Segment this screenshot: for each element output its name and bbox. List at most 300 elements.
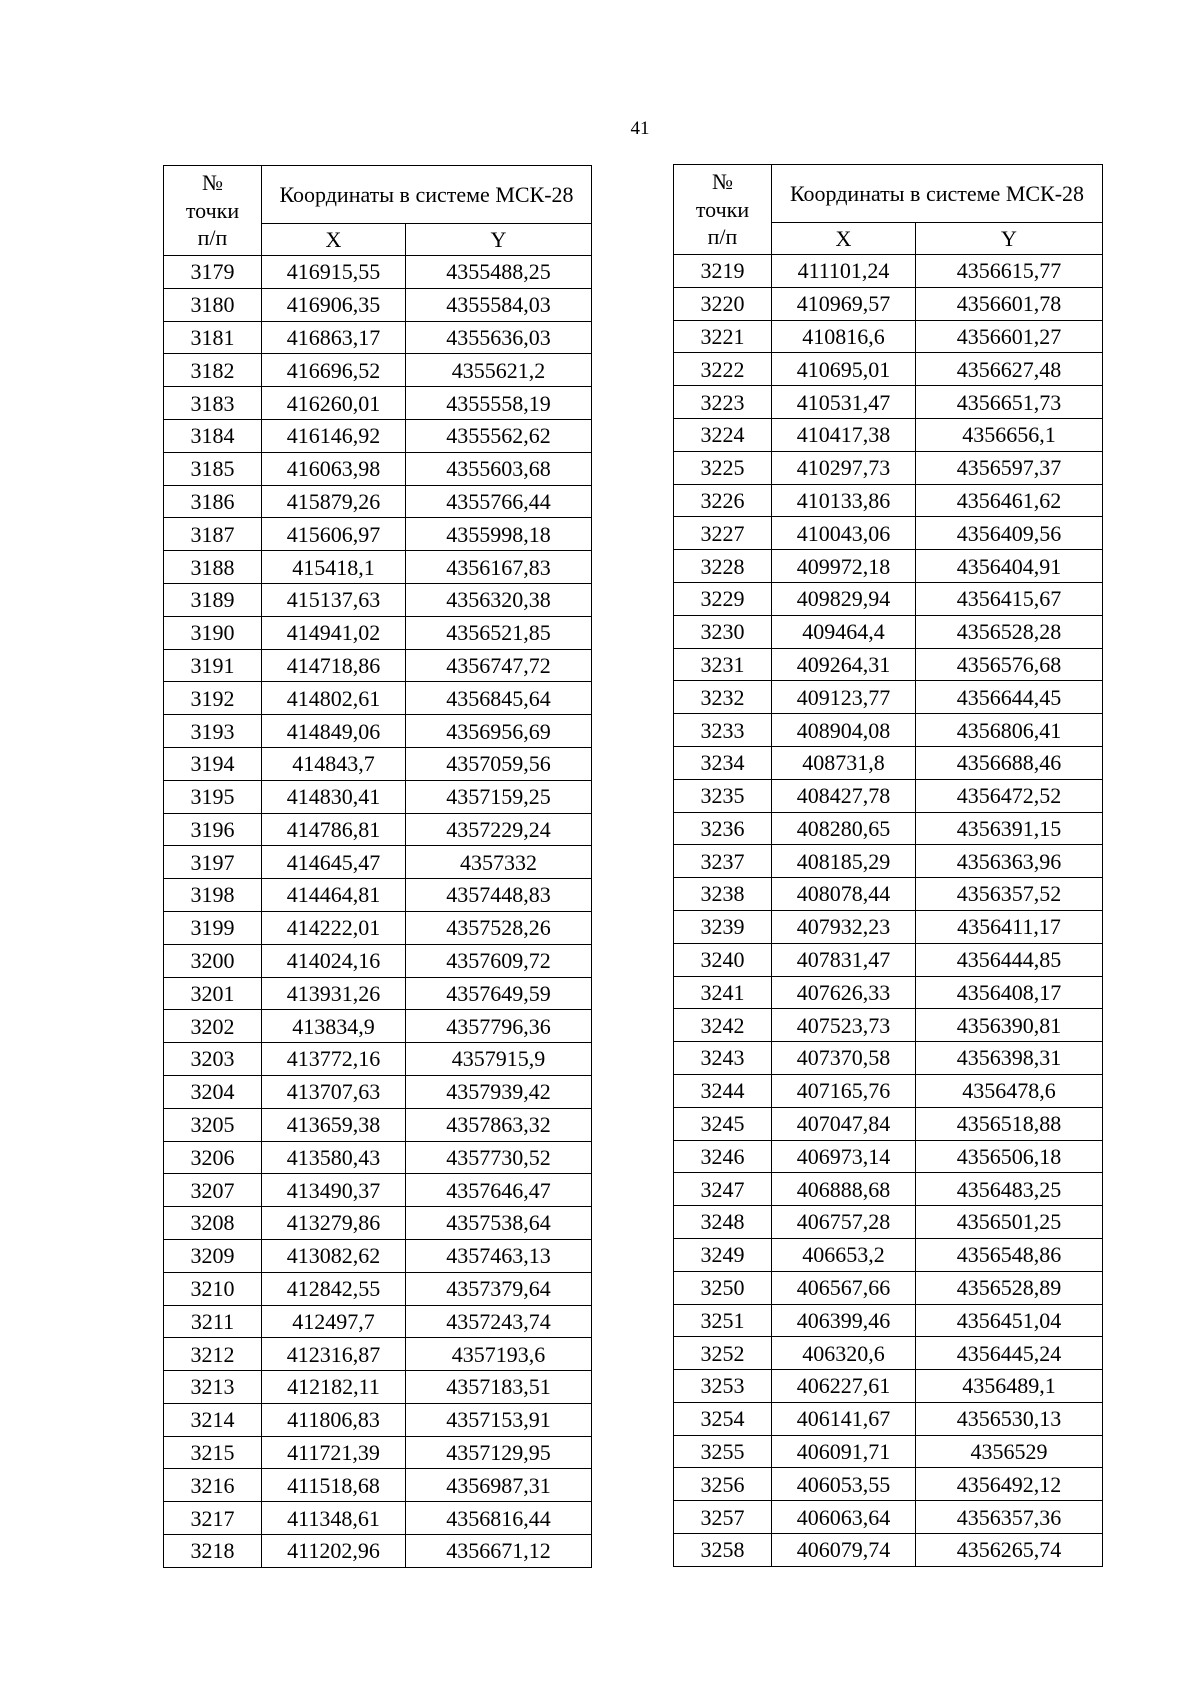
y-coordinate-cell: 4356956,69	[406, 715, 592, 748]
table-row	[674, 1304, 1103, 1337]
table-row	[164, 1305, 592, 1338]
point-number-cell: 3179	[164, 256, 262, 289]
y-coordinate-cell: 4356816,44	[406, 1502, 592, 1535]
y-coordinate-cell: 4356747,72	[406, 649, 592, 682]
table-row	[164, 518, 592, 551]
y-coordinate-cell: 4356415,67	[916, 582, 1103, 615]
point-number-cell: 3201	[164, 977, 262, 1010]
x-coordinate-cell: 413580,43	[262, 1141, 406, 1174]
x-coordinate-cell: 414941,02	[262, 616, 406, 649]
x-coordinate-cell: 407047,84	[772, 1107, 916, 1140]
table-row	[674, 582, 1103, 615]
point-number-cell: 3186	[164, 485, 262, 518]
x-coordinate-cell: 414802,61	[262, 682, 406, 715]
point-number-cell: 3231	[674, 648, 772, 681]
table-row	[674, 681, 1103, 714]
x-coordinate-cell: 407831,47	[772, 943, 916, 976]
point-number-cell: 3211	[164, 1305, 262, 1338]
y-coordinate-cell: 4356987,31	[406, 1469, 592, 1502]
table-row	[674, 910, 1103, 943]
y-coordinate-cell: 4357243,74	[406, 1305, 592, 1338]
table-row	[674, 1337, 1103, 1370]
x-coordinate-cell: 413082,62	[262, 1239, 406, 1272]
y-coordinate-cell: 4356651,73	[916, 386, 1103, 419]
point-number-cell: 3208	[164, 1207, 262, 1240]
y-coordinate-cell: 4357153,91	[406, 1403, 592, 1436]
x-coordinate-cell: 412182,11	[262, 1371, 406, 1404]
table-row	[674, 779, 1103, 812]
y-coordinate-cell: 4356529	[916, 1435, 1103, 1468]
point-number-cell: 3243	[674, 1042, 772, 1075]
table-row	[164, 321, 592, 354]
point-number-cell: 3218	[164, 1535, 262, 1568]
point-number-cell: 3200	[164, 944, 262, 977]
point-number-cell: 3226	[674, 484, 772, 517]
x-coordinate-cell: 407523,73	[772, 1009, 916, 1042]
table-row	[164, 1239, 592, 1272]
point-number-cell: 3221	[674, 320, 772, 353]
point-number-cell: 3191	[164, 649, 262, 682]
table-row	[164, 944, 592, 977]
point-number-cell: 3224	[674, 418, 772, 451]
x-coordinate-cell: 409464,4	[772, 615, 916, 648]
x-coordinate-cell: 412316,87	[262, 1338, 406, 1371]
y-coordinate-cell: 4355558,19	[406, 387, 592, 420]
point-number-cell: 3192	[164, 682, 262, 715]
point-number-cell: 3244	[674, 1074, 772, 1107]
table-row	[674, 1402, 1103, 1435]
point-number-cell: 3248	[674, 1206, 772, 1239]
x-coordinate-cell: 412842,55	[262, 1272, 406, 1305]
y-coordinate-cell: 4356548,86	[916, 1238, 1103, 1271]
x-coordinate-cell: 407626,33	[772, 976, 916, 1009]
table-row	[674, 976, 1103, 1009]
y-coordinate-cell: 4356408,17	[916, 976, 1103, 1009]
y-coordinate-cell: 4356478,6	[916, 1074, 1103, 1107]
table-row	[674, 1370, 1103, 1403]
point-number-cell: 3212	[164, 1338, 262, 1371]
point-number-cell: 3188	[164, 551, 262, 584]
point-number-cell: 3209	[164, 1239, 262, 1272]
table-row	[164, 1174, 592, 1207]
coordinates-header: Координаты в системе МСК-28	[262, 166, 592, 224]
page-number: 41	[630, 118, 650, 139]
table-row	[164, 1338, 592, 1371]
table-row	[674, 1501, 1103, 1534]
y-coordinate-cell: 4356688,46	[916, 746, 1103, 779]
x-coordinate-cell: 414024,16	[262, 944, 406, 977]
table-row	[674, 1140, 1103, 1173]
y-coordinate-cell: 4356521,85	[406, 616, 592, 649]
y-coordinate-cell: 4356363,96	[916, 845, 1103, 878]
point-number-cell: 3189	[164, 583, 262, 616]
table-row	[674, 746, 1103, 779]
x-coordinate-cell: 413772,16	[262, 1043, 406, 1076]
y-coordinate-cell: 4357332	[406, 846, 592, 879]
x-coordinate-cell: 406141,67	[772, 1402, 916, 1435]
table-row	[674, 451, 1103, 484]
x-coordinate-cell: 408427,78	[772, 779, 916, 812]
x-coordinate-cell: 416906,35	[262, 288, 406, 321]
point-number-cell: 3223	[674, 386, 772, 419]
x-coordinate-cell: 406227,61	[772, 1370, 916, 1403]
y-coordinate-cell: 4356489,1	[916, 1370, 1103, 1403]
point-number-cell: 3237	[674, 845, 772, 878]
table-row	[674, 1074, 1103, 1107]
x-coordinate-cell: 407370,58	[772, 1042, 916, 1075]
y-coordinate-cell: 4357609,72	[406, 944, 592, 977]
x-coordinate-cell: 410043,06	[772, 517, 916, 550]
x-coordinate-cell: 414222,01	[262, 911, 406, 944]
x-coordinate-cell: 416915,55	[262, 256, 406, 289]
y-coordinate-cell: 4357646,47	[406, 1174, 592, 1207]
y-coordinate-cell: 4357863,32	[406, 1108, 592, 1141]
table-row	[674, 1042, 1103, 1075]
x-coordinate-cell: 416260,01	[262, 387, 406, 420]
x-coordinate-cell: 415606,97	[262, 518, 406, 551]
x-coordinate-cell: 410297,73	[772, 451, 916, 484]
y-coordinate-cell: 4356483,25	[916, 1173, 1103, 1206]
y-coordinate-cell: 4356644,45	[916, 681, 1103, 714]
table-row	[164, 1469, 592, 1502]
point-number-cell: 3216	[164, 1469, 262, 1502]
point-number-cell: 3220	[674, 287, 772, 320]
table-row	[164, 977, 592, 1010]
x-coordinate-cell: 406320,6	[772, 1337, 916, 1370]
point-number-cell: 3206	[164, 1141, 262, 1174]
point-number-cell: 3185	[164, 452, 262, 485]
table-row	[164, 1436, 592, 1469]
x-coordinate-cell: 414786,81	[262, 813, 406, 846]
x-coordinate-cell: 416696,52	[262, 354, 406, 387]
y-coordinate-cell: 4356167,83	[406, 551, 592, 584]
table-row	[164, 288, 592, 321]
table-row	[674, 714, 1103, 747]
y-coordinate-cell: 4356806,41	[916, 714, 1103, 747]
x-coordinate-cell: 416063,98	[262, 452, 406, 485]
x-coordinate-cell: 415418,1	[262, 551, 406, 584]
table-row	[164, 1403, 592, 1436]
table-row	[674, 943, 1103, 976]
y-coordinate-cell: 4356398,31	[916, 1042, 1103, 1075]
x-coordinate-cell: 406757,28	[772, 1206, 916, 1239]
point-number-cell: 3213	[164, 1371, 262, 1404]
x-coordinate-cell: 406091,71	[772, 1435, 916, 1468]
table-row	[164, 616, 592, 649]
y-coordinate-cell: 4356390,81	[916, 1009, 1103, 1042]
x-coordinate-cell: 406888,68	[772, 1173, 916, 1206]
x-coordinate-cell: 413834,9	[262, 1010, 406, 1043]
x-coordinate-cell: 412497,7	[262, 1305, 406, 1338]
table-row	[164, 813, 592, 846]
table-row	[164, 1535, 592, 1568]
y-coordinate-cell: 4357379,64	[406, 1272, 592, 1305]
table-row	[164, 747, 592, 780]
x-coordinate-cell: 406973,14	[772, 1140, 916, 1173]
point-number-cell: 3232	[674, 681, 772, 714]
point-number-cell: 3219	[674, 255, 772, 288]
table-row	[674, 1435, 1103, 1468]
point-number-cell: 3246	[674, 1140, 772, 1173]
point-number-cell: 3195	[164, 780, 262, 813]
point-number-cell: 3196	[164, 813, 262, 846]
x-coordinate-cell: 406079,74	[772, 1534, 916, 1567]
y-coordinate-cell: 4357528,26	[406, 911, 592, 944]
y-coordinate-cell: 4356320,38	[406, 583, 592, 616]
coordinates-header: Координаты в системе МСК-28	[772, 165, 1103, 223]
point-number-cell: 3225	[674, 451, 772, 484]
table-row	[164, 1371, 592, 1404]
x-coordinate-cell: 410969,57	[772, 287, 916, 320]
table-row	[164, 354, 592, 387]
table-row	[674, 1238, 1103, 1271]
table-row	[164, 911, 592, 944]
table-row	[674, 845, 1103, 878]
y-coordinate-cell: 4356597,37	[916, 451, 1103, 484]
table-row	[164, 1141, 592, 1174]
y-coordinate-cell: 4356615,77	[916, 255, 1103, 288]
table-row	[674, 1173, 1103, 1206]
x-coordinate-cell: 409829,94	[772, 582, 916, 615]
point-number-cell: 3255	[674, 1435, 772, 1468]
point-number-cell: 3222	[674, 353, 772, 386]
y-coordinate-cell: 4356530,13	[916, 1402, 1103, 1435]
x-coordinate-cell: 406653,2	[772, 1238, 916, 1271]
y-coordinate-cell: 4356492,12	[916, 1468, 1103, 1501]
table-row	[164, 780, 592, 813]
table-row	[674, 386, 1103, 419]
x-coordinate-cell: 414718,86	[262, 649, 406, 682]
y-coordinate-cell: 4357229,24	[406, 813, 592, 846]
y-coordinate-cell: 4356627,48	[916, 353, 1103, 386]
x-coordinate-cell: 408904,08	[772, 714, 916, 747]
table-row	[164, 1272, 592, 1305]
y-coordinate-cell: 4356845,64	[406, 682, 592, 715]
point-number-cell: 3182	[164, 354, 262, 387]
x-header: X	[262, 224, 406, 256]
x-coordinate-cell: 406399,46	[772, 1304, 916, 1337]
y-coordinate-cell: 4356576,68	[916, 648, 1103, 681]
y-coordinate-cell: 4357649,59	[406, 977, 592, 1010]
table-row	[164, 485, 592, 518]
table-row	[164, 1010, 592, 1043]
point-number-cell: 3184	[164, 419, 262, 452]
x-coordinate-cell: 416146,92	[262, 419, 406, 452]
point-number-cell: 3202	[164, 1010, 262, 1043]
y-coordinate-cell: 4355562,62	[406, 419, 592, 452]
table-row	[164, 715, 592, 748]
table-row	[164, 879, 592, 912]
point-number-cell: 3215	[164, 1436, 262, 1469]
y-coordinate-cell: 4356601,27	[916, 320, 1103, 353]
y-coordinate-cell: 4356506,18	[916, 1140, 1103, 1173]
table-row	[164, 419, 592, 452]
point-number-cell: 3229	[674, 582, 772, 615]
y-coordinate-cell: 4357730,52	[406, 1141, 592, 1174]
y-coordinate-cell: 4357538,64	[406, 1207, 592, 1240]
y-coordinate-cell: 4356671,12	[406, 1535, 592, 1568]
table-row	[674, 320, 1103, 353]
x-coordinate-cell: 414645,47	[262, 846, 406, 879]
point-number-cell: 3254	[674, 1402, 772, 1435]
point-number-cell: 3207	[164, 1174, 262, 1207]
point-number-header: № точки п/п	[164, 166, 262, 256]
y-coordinate-cell: 4357939,42	[406, 1075, 592, 1108]
table-row	[164, 1502, 592, 1535]
table-row	[674, 878, 1103, 911]
x-coordinate-cell: 408280,65	[772, 812, 916, 845]
table-row	[674, 615, 1103, 648]
table-row	[164, 583, 592, 616]
x-coordinate-cell: 414843,7	[262, 747, 406, 780]
point-number-cell: 3210	[164, 1272, 262, 1305]
x-coordinate-cell: 410695,01	[772, 353, 916, 386]
y-coordinate-cell: 4356656,1	[916, 418, 1103, 451]
x-coordinate-cell: 411348,61	[262, 1502, 406, 1535]
x-coordinate-cell: 409972,18	[772, 550, 916, 583]
x-coordinate-cell: 413659,38	[262, 1108, 406, 1141]
y-coordinate-cell: 4357193,6	[406, 1338, 592, 1371]
table-row	[164, 1207, 592, 1240]
x-coordinate-cell: 407932,23	[772, 910, 916, 943]
point-number-header: № точки п/п	[674, 165, 772, 255]
point-number-cell: 3258	[674, 1534, 772, 1567]
point-number-cell: 3197	[164, 846, 262, 879]
x-coordinate-cell: 411518,68	[262, 1469, 406, 1502]
x-coordinate-cell: 413490,37	[262, 1174, 406, 1207]
table-row	[164, 846, 592, 879]
point-number-cell: 3190	[164, 616, 262, 649]
point-number-cell: 3253	[674, 1370, 772, 1403]
point-number-cell: 3205	[164, 1108, 262, 1141]
y-coordinate-cell: 4356445,24	[916, 1337, 1103, 1370]
table-row	[674, 484, 1103, 517]
y-coordinate-cell: 4357448,83	[406, 879, 592, 912]
point-number-cell: 3252	[674, 1337, 772, 1370]
point-number-cell: 3249	[674, 1238, 772, 1271]
x-coordinate-cell: 406053,55	[772, 1468, 916, 1501]
y-coordinate-cell: 4357159,25	[406, 780, 592, 813]
table-row	[164, 387, 592, 420]
coordinates-table-left	[163, 165, 592, 1568]
point-number-cell: 3240	[674, 943, 772, 976]
point-number-cell: 3236	[674, 812, 772, 845]
y-coordinate-cell: 4355603,68	[406, 452, 592, 485]
x-coordinate-cell: 408078,44	[772, 878, 916, 911]
x-coordinate-cell: 411721,39	[262, 1436, 406, 1469]
x-coordinate-cell: 410133,86	[772, 484, 916, 517]
y-coordinate-cell: 4356461,62	[916, 484, 1103, 517]
point-number-cell: 3193	[164, 715, 262, 748]
x-coordinate-cell: 415879,26	[262, 485, 406, 518]
point-number-cell: 3203	[164, 1043, 262, 1076]
x-coordinate-cell: 409123,77	[772, 681, 916, 714]
y-coordinate-cell: 4357059,56	[406, 747, 592, 780]
table-row	[674, 550, 1103, 583]
y-coordinate-cell: 4356409,56	[916, 517, 1103, 550]
point-number-cell: 3204	[164, 1075, 262, 1108]
x-coordinate-cell: 407165,76	[772, 1074, 916, 1107]
table-row	[674, 353, 1103, 386]
point-number-cell: 3247	[674, 1173, 772, 1206]
y-coordinate-cell: 4357915,9	[406, 1043, 592, 1076]
table-row	[674, 1107, 1103, 1140]
point-number-cell: 3257	[674, 1501, 772, 1534]
x-coordinate-cell: 413279,86	[262, 1207, 406, 1240]
table-row	[674, 1206, 1103, 1239]
table-row	[164, 452, 592, 485]
point-number-cell: 3239	[674, 910, 772, 943]
table-row	[674, 517, 1103, 550]
coordinates-table-right	[673, 164, 1103, 1567]
y-coordinate-cell: 4357129,95	[406, 1436, 592, 1469]
y-coordinate-cell: 4355584,03	[406, 288, 592, 321]
x-coordinate-cell: 410531,47	[772, 386, 916, 419]
point-number-cell: 3214	[164, 1403, 262, 1436]
y-coordinate-cell: 4356391,15	[916, 812, 1103, 845]
point-number-cell: 3233	[674, 714, 772, 747]
x-coordinate-cell: 414849,06	[262, 715, 406, 748]
point-number-cell: 3250	[674, 1271, 772, 1304]
point-number-cell: 3183	[164, 387, 262, 420]
point-number-cell: 3242	[674, 1009, 772, 1042]
y-coordinate-cell: 4356528,28	[916, 615, 1103, 648]
y-coordinate-cell: 4355636,03	[406, 321, 592, 354]
point-number-cell: 3180	[164, 288, 262, 321]
table-row	[674, 648, 1103, 681]
point-number-cell: 3227	[674, 517, 772, 550]
x-coordinate-cell: 409264,31	[772, 648, 916, 681]
table-row	[164, 551, 592, 584]
point-number-cell: 3187	[164, 518, 262, 551]
y-coordinate-cell: 4356472,52	[916, 779, 1103, 812]
x-coordinate-cell: 408731,8	[772, 746, 916, 779]
table-row	[164, 1108, 592, 1141]
point-number-cell: 3241	[674, 976, 772, 1009]
y-coordinate-cell: 4356528,89	[916, 1271, 1103, 1304]
y-coordinate-cell: 4355488,25	[406, 256, 592, 289]
y-header: Y	[916, 223, 1103, 255]
x-coordinate-cell: 411101,24	[772, 255, 916, 288]
point-number-cell: 3234	[674, 746, 772, 779]
table-row	[674, 1009, 1103, 1042]
x-coordinate-cell: 411806,83	[262, 1403, 406, 1436]
table-row	[674, 1468, 1103, 1501]
y-coordinate-cell: 4356265,74	[916, 1534, 1103, 1567]
y-coordinate-cell: 4357183,51	[406, 1371, 592, 1404]
y-coordinate-cell: 4357463,13	[406, 1239, 592, 1272]
y-coordinate-cell: 4356357,36	[916, 1501, 1103, 1534]
y-coordinate-cell: 4356357,52	[916, 878, 1103, 911]
x-coordinate-cell: 414830,41	[262, 780, 406, 813]
y-coordinate-cell: 4355766,44	[406, 485, 592, 518]
x-coordinate-cell: 410417,38	[772, 418, 916, 451]
x-header: X	[772, 223, 916, 255]
y-coordinate-cell: 4356518,88	[916, 1107, 1103, 1140]
y-coordinate-cell: 4356451,04	[916, 1304, 1103, 1337]
point-number-cell: 3194	[164, 747, 262, 780]
y-coordinate-cell: 4356501,25	[916, 1206, 1103, 1239]
x-coordinate-cell: 406567,66	[772, 1271, 916, 1304]
point-number-cell: 3198	[164, 879, 262, 912]
y-coordinate-cell: 4356404,91	[916, 550, 1103, 583]
point-number-cell: 3256	[674, 1468, 772, 1501]
point-number-cell: 3199	[164, 911, 262, 944]
table-row	[674, 1534, 1103, 1567]
table-row	[674, 1271, 1103, 1304]
table-row	[164, 682, 592, 715]
point-number-cell: 3181	[164, 321, 262, 354]
